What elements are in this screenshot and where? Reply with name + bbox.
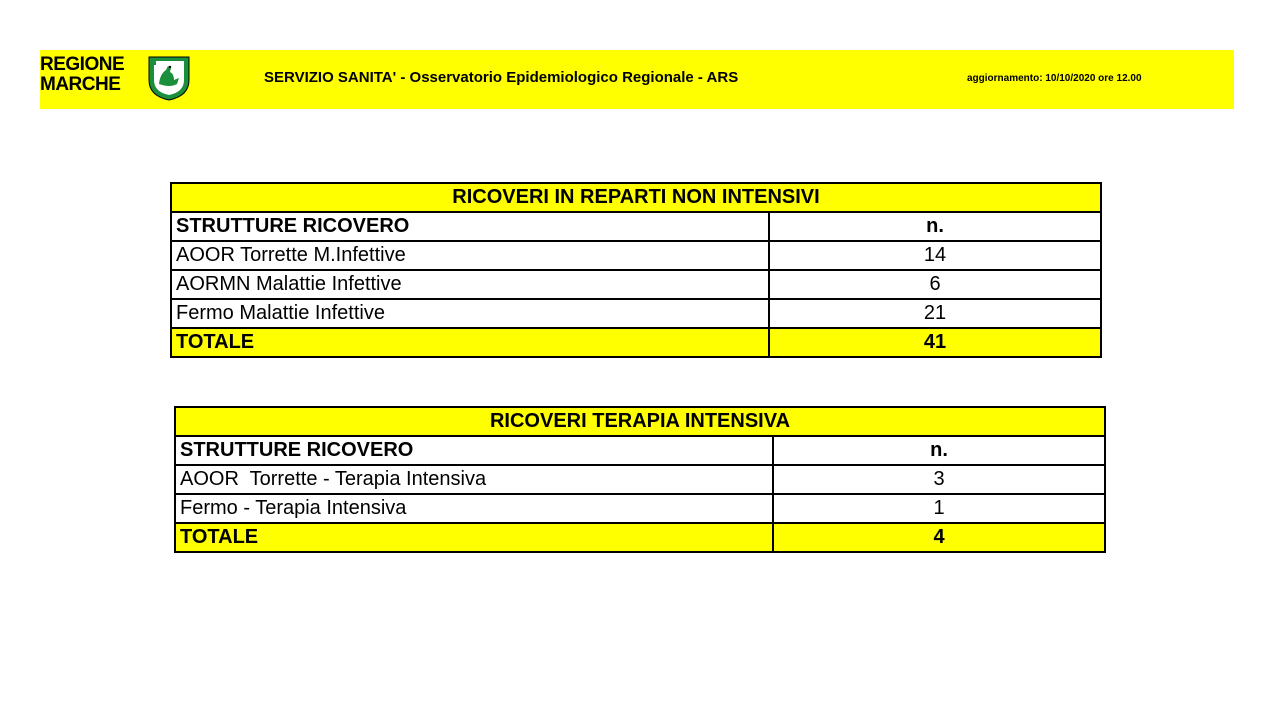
table-header-row — [175, 436, 1105, 465]
total-label: TOTALE — [175, 523, 773, 552]
total-row — [175, 523, 1105, 552]
table-title-row — [171, 183, 1101, 212]
non-intensive-table — [170, 182, 1102, 358]
table-row — [171, 241, 1101, 270]
patient-count: 3 — [773, 465, 1105, 494]
patient-count: 6 — [769, 270, 1101, 299]
total-label: TOTALE — [171, 328, 769, 357]
logo-text-line1: REGIONE — [40, 54, 125, 75]
patient-count: 14 — [769, 241, 1101, 270]
logo-text — [40, 55, 124, 95]
total-row — [171, 328, 1101, 357]
table-title-row — [175, 407, 1105, 436]
total-count: 4 — [773, 523, 1105, 552]
table-row — [171, 299, 1101, 328]
table-row — [175, 494, 1105, 523]
logo-text-line2: MARCHE — [40, 74, 121, 95]
table-title: RICOVERI TERAPIA INTENSIVA — [175, 407, 1105, 436]
patient-count: 21 — [769, 299, 1101, 328]
structure-name: Fermo Malattie Infettive — [171, 299, 769, 328]
column-header-structure: STRUTTURE RICOVERO — [175, 436, 773, 465]
table-row — [175, 465, 1105, 494]
header-banner — [40, 50, 1234, 109]
table-title: RICOVERI IN REPARTI NON INTENSIVI — [171, 183, 1101, 212]
structure-name: Fermo - Terapia Intensiva — [175, 494, 773, 523]
table-row — [171, 270, 1101, 299]
intensive-care-table — [174, 406, 1106, 553]
page-title: SERVIZIO SANITA' - Osservatorio Epidemiologico Regionale - ARS — [264, 69, 739, 86]
structure-name: AORMN Malattie Infettive — [171, 270, 769, 299]
table-header-row — [171, 212, 1101, 241]
regione-marche-logo — [40, 54, 195, 106]
column-header-structure: STRUTTURE RICOVERO — [171, 212, 769, 241]
structure-name: AOOR Torrette - Terapia Intensiva — [175, 465, 773, 494]
update-timestamp: aggiornamento: 10/10/2020 ore 12.00 — [967, 73, 1142, 84]
structure-name: AOOR Torrette M.Infettive — [171, 241, 769, 270]
column-header-count: n. — [769, 212, 1101, 241]
patient-count: 1 — [773, 494, 1105, 523]
column-header-count: n. — [773, 436, 1105, 465]
total-count: 41 — [769, 328, 1101, 357]
shield-icon — [146, 54, 192, 102]
